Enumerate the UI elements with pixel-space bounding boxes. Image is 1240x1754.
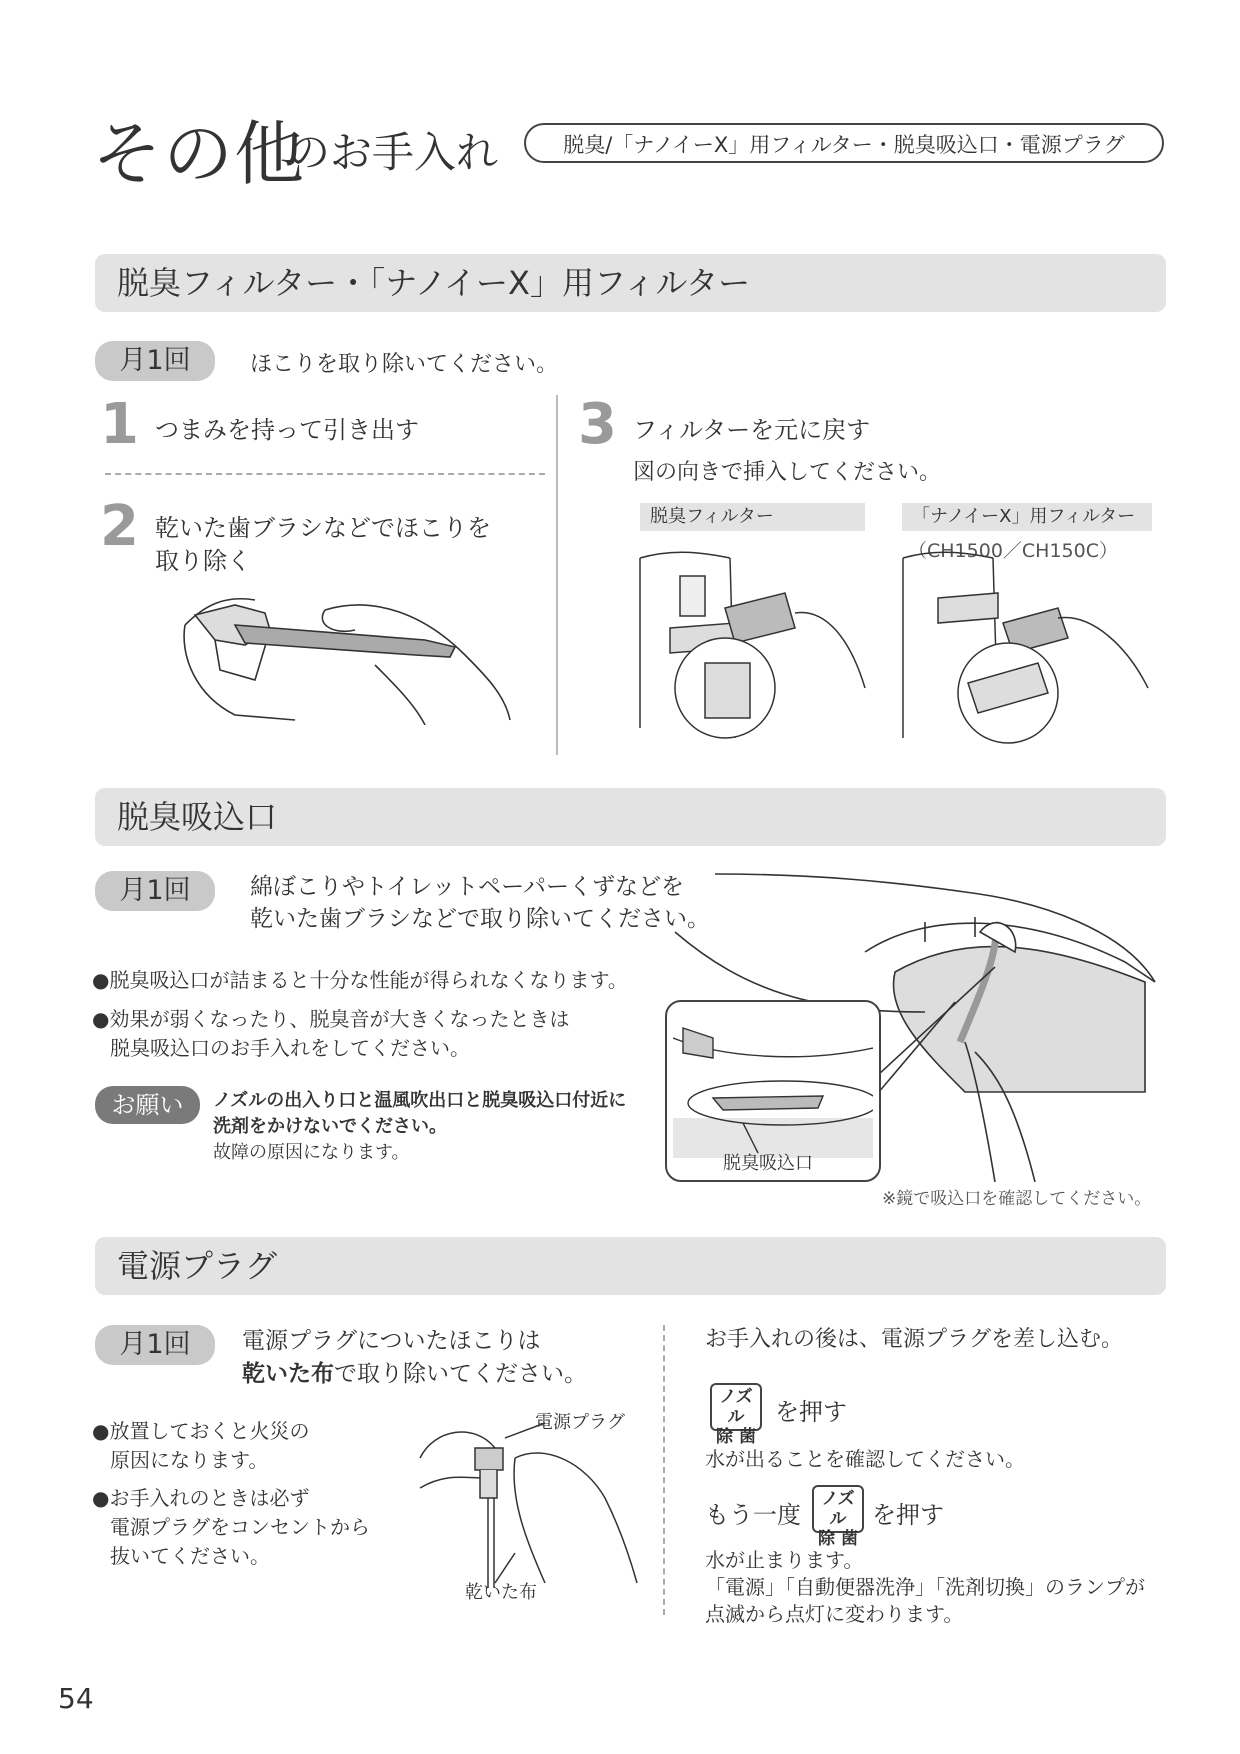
column-divider [663,1325,665,1615]
nozzle-sterilize-button [812,1485,864,1549]
request-text-line2: 洗剤をかけないでください。 [213,1116,447,1137]
plug-cleaning-illustration [415,1418,640,1588]
mirror-note: ※鏡で吸込口を確認してください。 [882,1189,1152,1209]
request-text-line1: ノズルの出入り口と温風吹出口と脱臭吸込口付近に [213,1090,627,1111]
section-heading-filters: 脱臭フィルター・「ナノイーX」用フィルター [95,254,1166,312]
section-intro-line1: 綿ぼこりやトイレットペーパーくずなどを [250,874,685,900]
section-intro-line2 [242,1355,587,1388]
bullet-note-cont: 電源プラグをコンセントから [110,1515,370,1539]
water-stops-text: 水が止まります。 [705,1548,864,1572]
page-number: 54 [58,1682,94,1715]
lamp-text-line1: 「電源」「自動便器洗浄」「洗剤切換」のランプが [705,1575,1145,1599]
section-heading-intake: 脱臭吸込口 [95,788,1166,846]
bullet-note-cont: 抜いてください。 [110,1544,270,1568]
section-intro-line2-rest: で取り除いてください。 [334,1361,587,1387]
section-intro: ほこりを取り除いてください。 [250,352,559,377]
intake-detail-inset [665,1000,881,1182]
press-instruction: を押す [872,1501,944,1529]
step-number-2: 2 [100,494,139,559]
bullet-note-cont: 原因になります。 [110,1448,269,1472]
after-cleaning-instruction: お手入れの後は、電源プラグを差し込む。 [705,1327,1124,1352]
frequency-badge: 月1回 [95,341,215,381]
filter-insert-illustration-left [635,548,870,748]
request-text-line3: 故障の原因になります。 [213,1142,410,1163]
bullet-note: ●放置しておくと火災の [92,1419,310,1443]
section-intro-line2: 乾いた歯ブラシなどで取り除いてください。 [250,906,710,932]
step-number-1: 1 [100,392,139,457]
frequency-badge: 月1回 [95,1325,215,1365]
section-heading-plug: 電源プラグ [95,1237,1166,1295]
step-text-1: つまみを持って引き出す [155,416,419,444]
request-badge: お願い [95,1086,200,1124]
step-text-2-line2: 取り除く [155,547,251,575]
step-text-2-line1: 乾いた歯ブラシなどでほこりを [155,514,491,542]
nozzle-button-label-line1: ノズル [719,1387,753,1427]
nozzle-button-label-line2: 除 菌 [818,1529,858,1549]
press-instruction: を押す [775,1398,847,1426]
step-number-3: 3 [578,392,617,457]
filter-insert-illustration-right [898,548,1153,748]
dry-cloth-emphasis: 乾いた布 [242,1361,334,1387]
caption-nanoe-filter: 「ナノイーX」用フィルター [902,503,1152,531]
nozzle-button-label-line1: ノズル [821,1489,855,1529]
bullet-note: ●お手入れのときは必ず [92,1486,310,1510]
title-subject-pill: 脱臭/「ナノイーX」用フィルター・脱臭吸込口・電源プラグ [524,123,1164,163]
caption-deodorizing-filter: 脱臭フィルター [640,503,865,531]
again-text: もう一度 [705,1501,801,1529]
frequency-badge: 月1回 [95,871,215,911]
nozzle-sterilize-button [710,1383,762,1447]
intake-detail-drawing [673,1008,873,1158]
step-text-3-sub: 図の向きで挿入してください。 [633,460,942,485]
label-dry-cloth: 乾いた布 [465,1582,537,1603]
section-intro-line1: 電源プラグについたほこりは [242,1328,541,1354]
bullet-note: ●効果が弱くなったり、脱臭音が大きくなったときは [92,1007,570,1031]
check-water-text: 水が出ることを確認してください。 [705,1447,1025,1471]
bullet-note: ●脱臭吸込口が詰まると十分な性能が得られなくなります。 [92,968,628,992]
column-divider [556,395,558,755]
page-title-suffix: のお手入れ [288,128,499,177]
bullet-note-cont: 脱臭吸込口のお手入れをしてください。 [110,1036,470,1060]
label-power-plug: 電源プラグ [535,1412,625,1433]
divider [105,473,545,475]
nozzle-button-label-line2: 除 菌 [716,1427,756,1447]
intake-label: 脱臭吸込口 [723,1153,813,1174]
step-text-3: フィルターを元に戻す [633,416,871,444]
toothbrush-cleaning-illustration [175,585,515,725]
caption-nanoe-model: （CH1500／CH150C） [908,540,1118,562]
page-title: その他 [92,113,305,195]
lamp-text-line2: 点滅から点灯に変わります。 [705,1602,964,1626]
